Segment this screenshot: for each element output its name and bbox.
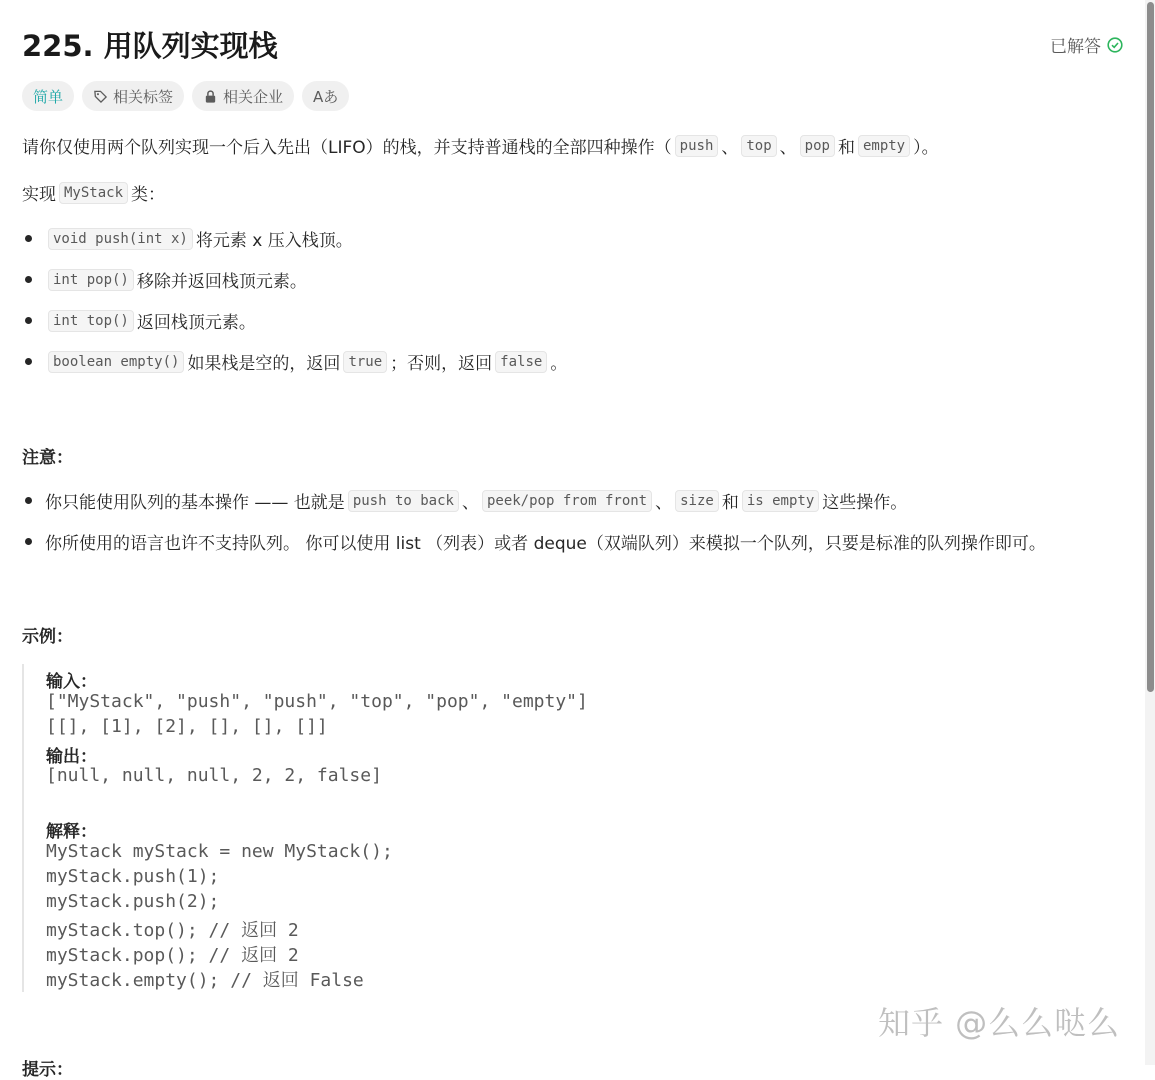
solved-label: 已解答: [1050, 37, 1101, 57]
list-item: [22, 308, 256, 333]
explain-label: 解释：: [46, 822, 97, 842]
input-label: 输入：: [46, 672, 97, 692]
input-line: [[], [1], [2], [], [], []]: [46, 716, 328, 737]
method-desc: ；否则，返回: [390, 354, 493, 374]
inline-code: size: [675, 490, 719, 512]
list-item: [22, 226, 353, 251]
output-line: [null, null, null, 2, 2, false]: [46, 765, 382, 786]
separator: 、: [721, 138, 739, 158]
code-line: myStack.push(2);: [46, 891, 220, 912]
input-line: ["MyStack", "push", "push", "top", "pop", "empty"]: [46, 691, 588, 712]
inline-code: int top(): [48, 310, 134, 332]
check-circle-icon: [1107, 37, 1123, 53]
code-line: MyStack myStack = new MyStack();: [46, 841, 393, 862]
note-text: 你所使用的语言也许不支持队列。 你可以使用 list （列表）或者 deque（双端队列）来模拟一个队列，只要是标准的队列操作即可。: [45, 534, 1046, 554]
related-companies-button[interactable]: [192, 81, 294, 111]
list-item: [22, 267, 307, 292]
implement-text: 实现: [22, 185, 56, 205]
related-companies-label: 相关企业: [223, 87, 284, 106]
inline-code: is empty: [742, 490, 819, 512]
inline-code: pop: [800, 135, 835, 157]
example-block: [22, 664, 924, 992]
inline-code: push: [675, 135, 719, 157]
scrollbar-thumb[interactable]: [1147, 2, 1154, 692]
page-title: 225. 用队列实现栈: [22, 29, 278, 63]
implement-line: [22, 180, 165, 205]
example-heading: 示例：: [22, 627, 73, 647]
implement-text-end: 类：: [131, 185, 166, 205]
inline-code: empty: [858, 135, 910, 157]
method-desc: 移除并返回栈顶元素。: [136, 272, 307, 292]
note-end: 这些操作。: [822, 493, 908, 513]
bullet: [25, 358, 32, 365]
solved-status: [1050, 32, 1123, 57]
bullet: [25, 317, 32, 324]
translate-icon: Aあ: [313, 87, 339, 106]
lock-icon: [203, 89, 218, 104]
inline-code: push to back: [348, 490, 459, 512]
inline-code: true: [343, 351, 387, 373]
inline-code: peek/pop from front: [482, 490, 652, 512]
note-text: 你只能使用队列的基本操作 —— 也就是: [45, 493, 345, 513]
separator: 、: [655, 493, 673, 513]
notes-heading: 注意：: [22, 448, 73, 468]
bullet: [25, 276, 32, 283]
inline-code: void push(int x): [48, 228, 193, 250]
scrollbar[interactable]: [1145, 0, 1155, 1065]
inline-code: MyStack: [59, 182, 128, 204]
bullet: [25, 497, 32, 504]
intro-and: 和: [837, 138, 855, 158]
inline-code: top: [741, 135, 776, 157]
related-tags-label: 相关标签: [113, 87, 174, 106]
intro-end: ）。: [913, 138, 939, 158]
code-line: myStack.pop(); // 返回 2: [46, 945, 299, 966]
list-item: [22, 488, 907, 513]
method-desc: 将元素 x 压入栈顶。: [195, 231, 353, 251]
method-desc: 返回栈顶元素。: [136, 313, 256, 333]
tag-icon: [93, 89, 108, 104]
output-label: 输出：: [46, 747, 97, 767]
code-line: myStack.empty(); // 返回 False: [46, 970, 364, 991]
bullet: [25, 538, 32, 545]
font-toggle-button[interactable]: [302, 81, 349, 111]
method-desc: 如果栈是空的，返回: [187, 354, 341, 374]
inline-code: boolean empty(): [48, 351, 184, 373]
bullet: [25, 235, 32, 242]
code-line: myStack.top(); // 返回 2: [46, 920, 299, 941]
list-item: [22, 349, 567, 374]
list-item: [22, 529, 1046, 554]
intro-paragraph: [22, 133, 939, 158]
hints-heading: 提示：: [22, 1060, 73, 1080]
separator: 、: [461, 493, 479, 513]
note-and: 和: [721, 493, 739, 513]
related-tags-button[interactable]: [82, 81, 184, 111]
tag-bar: [22, 81, 349, 111]
code-line: myStack.push(1);: [46, 866, 220, 887]
separator: 、: [779, 138, 797, 158]
watermark: 知乎 @么么哒么: [878, 1004, 1121, 1042]
method-desc: 。: [550, 354, 568, 374]
inline-code: int pop(): [48, 269, 134, 291]
inline-code: false: [495, 351, 547, 373]
difficulty-label: 简单: [33, 87, 64, 106]
intro-text: 请你仅使用两个队列实现一个后入先出（LIFO）的栈，并支持普通栈的全部四种操作（: [22, 138, 672, 158]
difficulty-badge: [22, 81, 74, 111]
